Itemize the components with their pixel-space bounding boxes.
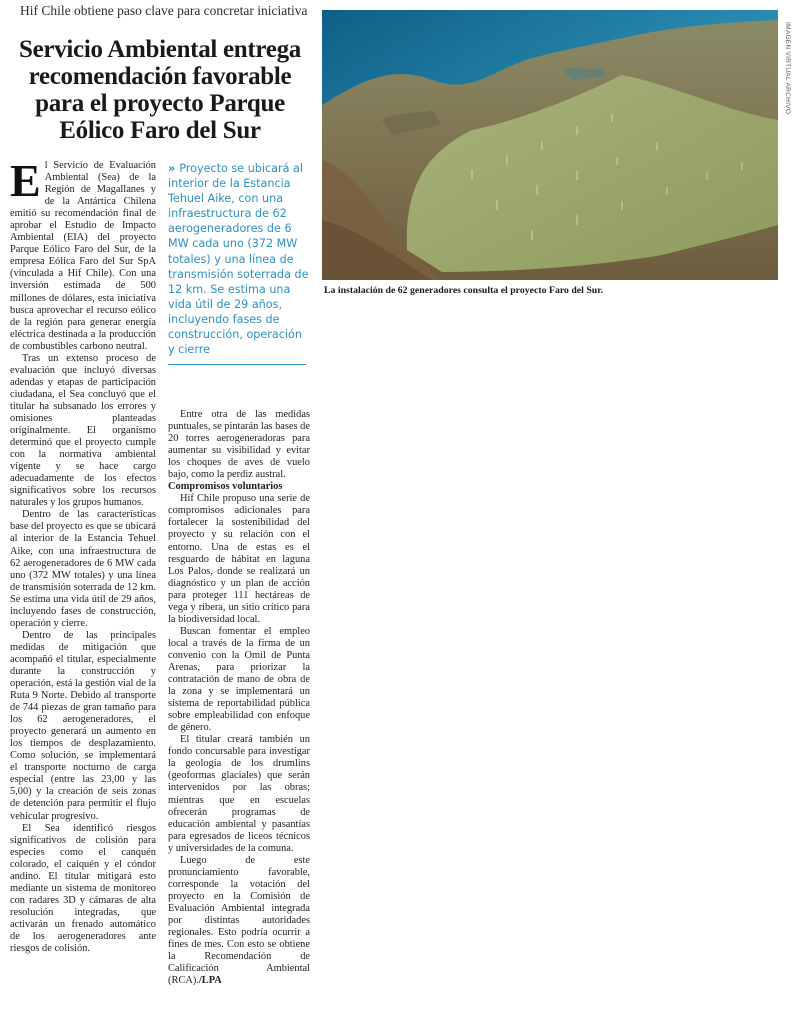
body-paragraph: Dentro de las características base del proyecto es que se ubicará al interior de la Estancia Tehuel Aike, con una infraestructura de 62 aerogeneradores de 6 MW cada uno (372 MW totales) y una línea de transmisión soterrada de 12 km. Se estima una vida útil de 29 años, incluyendo fases de construcción, operación y cierre. bbox=[10, 509, 156, 629]
lead-paragraph: El Servicio de Evaluación Ambiental (Sea) de la Región de Magallanes y de la Antártica Chilena emitió su recomendación final de aprobar el Estudio de Impacto Ambiental (EIA) del proyecto Parque Eólico Faro del Sur, de la empresa Eólica Faro del Sur SpA (vinculada a Hif Chile). Con una inversión estimada de 500 millones de dólares, esta iniciativa busca aprovechar el recurso eólico de la región para generar energía eléctrica destinada a la producción de combustibles carbono neutral. bbox=[10, 160, 156, 352]
author-signature: /LPA bbox=[198, 975, 222, 987]
body-paragraph: El Sea identificó riesgos significativos de colisión para especies como el canquén colorado, el caiquén y el cóndor andino. El titular mitigará esto mediante un sistema de monitoreo con radares 3D y cámaras de alta resolución integradas, que activarán un frenado automático de los aerogeneradores ante riesgos de colisión. bbox=[10, 822, 156, 955]
article-column-2 bbox=[168, 409, 310, 1014]
body-paragraph: Dentro de las principales medidas de mitigación que acompañó el titular, especialmente durante la construcción y operación, está la gestión vial de la Ruta 9 Norte. Debido al transporte de 744 piezas de gran tamaño para los 62 aerogeneradores, el proyecto generará un aumento en los tiempos de desplazamiento. Como solución, se implementará el transporte nocturno de carga especial (entre las 23,00 y las 5,00) y la creación de seis zonas de detención para permitir el flujo vehicular progresivo. bbox=[10, 629, 156, 822]
article-kicker: Hif Chile obtiene paso clave para concretar iniciativa bbox=[20, 3, 308, 18]
chevron-right-icon: » bbox=[168, 162, 176, 175]
drop-cap: E bbox=[10, 160, 41, 206]
pull-quote-divider bbox=[168, 364, 306, 365]
pull-quote-text: Proyecto se ubicará al interior de la Estancia Tehuel Aike, con una infraestructura de 62 aerogeneradores de 6 MW cada uno (372 MW totales) y una línea de transmisión soterrada de 12 km. Se estima una vida útil de 29 años, incluyendo fases de construcción, operación y cierre bbox=[168, 162, 309, 357]
photo-credit: IMAGEN VIRTUAL ARCHIVO bbox=[784, 22, 791, 115]
photo-caption: La instalación de 62 generadores consulta el proyecto Faro del Sur. bbox=[324, 285, 604, 296]
wind-farm-aerial-photo bbox=[322, 10, 778, 280]
body-paragraph: Tras un extenso proceso de evaluación que incluyó diversas adendas y etapas de participación ciudadana, el Sea concluyó que el titular ha subsanado los errores y omisiones planteadas originalmente. El organismo determinó que el proyecto cumple con la normativa ambiental vigente y se hace cargo adecuadamente de los efectos significativos sobre los recursos naturales y los grupos humanos. bbox=[10, 352, 156, 509]
body-paragraph: Hif Chile propuso una serie de compromisos adicionales para fortalecer la sostenibilidad del proyecto y su relación con el entorno. Una de estas es el resguardo de hábitat en laguna Los Palos, donde se realizará un diagnóstico y un plan de acción para proteger 111 hectáreas de vega y ribera, un sitio crítico para la biodiversidad local. bbox=[168, 493, 310, 625]
pull-quote bbox=[168, 161, 310, 361]
body-paragraph: Entre otra de las medidas puntuales, se pintarán las bases de 20 torres aerogeneradoras para aumentar su visibilidad y evitar los choques de aves de vuelo bajo, como la perdiz austral. bbox=[168, 409, 310, 481]
article-headline: Servicio Ambiental entrega recomendación favorable para el proyecto Parque Eólico Faro del Sur bbox=[19, 36, 301, 144]
body-paragraph: El titular creará también un fondo concursable para investigar la geología de los drumlins (geoformas glaciales) que serán intervenidos por las obras; mientras que en escuelas ofrecerán programas de educación ambiental y pasantías para egresados de liceos técnicos y universidades de la comuna. bbox=[168, 734, 310, 854]
body-paragraph: Buscan fomentar el empleo local a través de la firma de un convenio con la Omil de Punta Arenas, para priorizar la contratación de mano de obra de la zona y se implementará un sistema de reportabilidad pública sobre empleabilidad con enfoque de género. bbox=[168, 625, 310, 734]
section-subhead: Compromisos voluntarios bbox=[168, 481, 283, 493]
article-column-1 bbox=[10, 160, 156, 1018]
closing-paragraph: Luego de este pronunciamiento favorable, corresponde la votación del proyecto en la Comisión de Evaluación Ambiental integrada por distintas autoridades regionales. Esto podría ocurrir a fines de mes. Con esto se obtiene la Recomendación de Calificación Ambiental (RCA)./LPA bbox=[168, 854, 310, 987]
